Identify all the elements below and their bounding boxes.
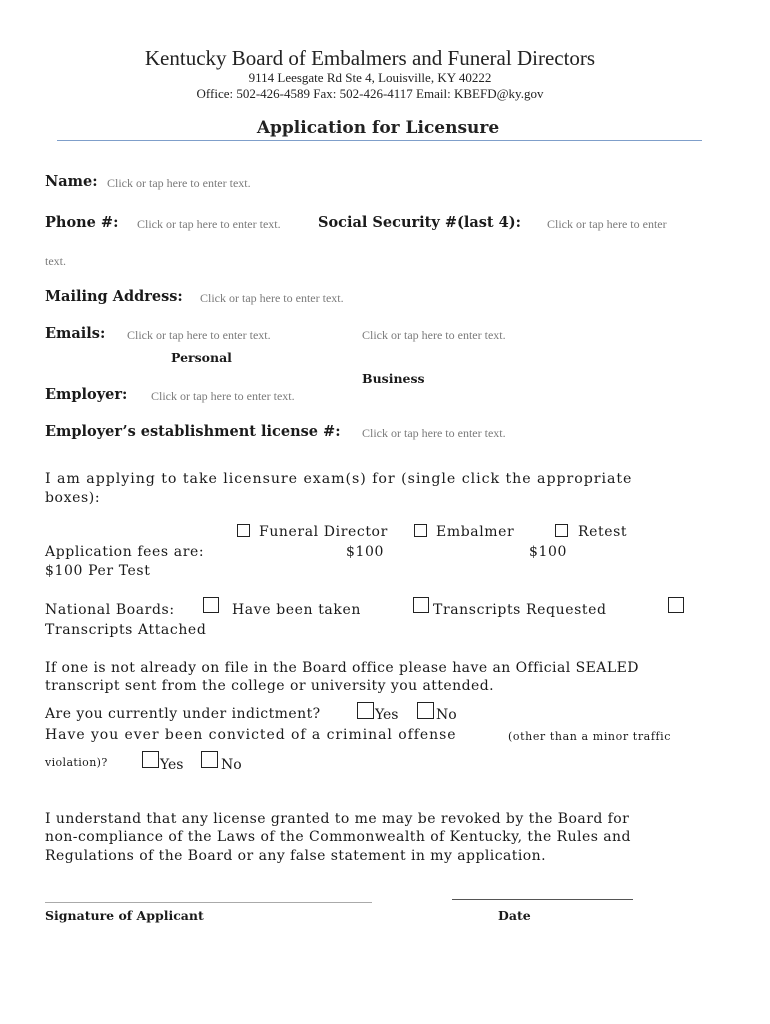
transcripts-attached-checkbox[interactable]: [668, 597, 684, 613]
personal-caption: Personal: [171, 350, 232, 365]
acknowledgement-line1: I understand that any license granted to me may be revoked by the Board for: [45, 811, 630, 827]
exam-intro-line1: I am applying to take licensure exam(s) for (single click the appropriate: [45, 471, 633, 487]
retest-fee: $100: [529, 544, 568, 560]
board-address: 9114 Leesgate Rd Ste 4, Louisville, KY 40222: [248, 70, 492, 85]
funeral-director-label: Funeral Director: [259, 524, 388, 540]
business-email-input[interactable]: Click or tap here to enter text.: [362, 328, 506, 342]
transcript-note-line2: transcript sent from the college or university you attended.: [45, 678, 495, 694]
boards-taken-checkbox[interactable]: [203, 597, 219, 613]
name-label: Name:: [45, 173, 98, 190]
employer-input[interactable]: Click or tap here to enter text.: [151, 389, 295, 403]
establishment-license-label: Employer’s establishment license #:: [45, 423, 341, 440]
phone-input[interactable]: Click or tap here to enter text.: [137, 217, 281, 231]
funeral-director-checkbox[interactable]: [237, 524, 250, 537]
conviction-question: Have you ever been convicted of a criminal offense: [45, 727, 457, 743]
title-rule: [57, 140, 702, 141]
conviction-no-label: No: [221, 757, 242, 773]
conviction-note: (other than a minor traffic: [508, 730, 672, 743]
signature-line[interactable]: [45, 902, 372, 903]
indictment-no-checkbox[interactable]: [417, 702, 434, 719]
indictment-question: Are you currently under indictment?: [45, 706, 321, 722]
acknowledgement-line3: Regulations of the Board or any false statement in my application.: [45, 848, 547, 864]
boards-taken-label: Have been taken: [232, 602, 361, 618]
transcript-note-line1: If one is not already on file in the Board office please have an Official SEALED: [45, 660, 639, 676]
business-caption: Business: [362, 371, 425, 386]
national-boards-label: National Boards:: [45, 602, 175, 618]
ssn-input[interactable]: Click or tap here to enter: [547, 217, 667, 231]
date-label: Date: [498, 908, 531, 923]
ssn-label: Social Security #(last 4):: [318, 214, 521, 231]
fees-label: Application fees are:: [45, 544, 205, 560]
employer-label: Employer:: [45, 386, 128, 403]
signature-label: Signature of Applicant: [45, 908, 204, 923]
funeral-director-fee: $100: [346, 544, 385, 560]
emails-label: Emails:: [45, 325, 106, 342]
embalmer-label: Embalmer: [436, 524, 515, 540]
conviction-no-checkbox[interactable]: [201, 751, 218, 768]
board-contact: Office: 502-426-4589 Fax: 502-426-4117 Email: KBEFD@ky.gov: [196, 86, 544, 101]
conviction-yes-label: Yes: [160, 757, 184, 773]
conviction-yes-checkbox[interactable]: [142, 751, 159, 768]
acknowledgement-line2: non-compliance of the Laws of the Commonwealth of Kentucky, the Rules and: [45, 829, 631, 845]
board-title: Kentucky Board of Embalmers and Funeral Directors: [144, 46, 596, 70]
retest-label: Retest: [578, 524, 628, 540]
transcripts-requested-label: Transcripts Requested: [433, 602, 607, 618]
transcripts-requested-checkbox[interactable]: [413, 597, 429, 613]
date-line[interactable]: [452, 899, 633, 900]
name-input[interactable]: Click or tap here to enter text.: [107, 176, 251, 190]
phone-label: Phone #:: [45, 214, 119, 231]
mailing-address-input[interactable]: Click or tap here to enter text.: [200, 291, 344, 305]
transcripts-attached-label: Transcripts Attached: [45, 622, 207, 638]
per-test-fee: $100 Per Test: [45, 563, 151, 579]
retest-checkbox[interactable]: [555, 524, 568, 537]
form-title: Application for Licensure: [256, 118, 500, 138]
exam-intro-line2: boxes):: [45, 490, 101, 506]
establishment-license-input[interactable]: Click or tap here to enter text.: [362, 426, 506, 440]
personal-email-input[interactable]: Click or tap here to enter text.: [127, 328, 271, 342]
embalmer-checkbox[interactable]: [414, 524, 427, 537]
indictment-yes-checkbox[interactable]: [357, 702, 374, 719]
indictment-no-label: No: [436, 707, 457, 723]
mailing-address-label: Mailing Address:: [45, 288, 183, 305]
ssn-input-wrap[interactable]: text.: [45, 254, 66, 268]
indictment-yes-label: Yes: [375, 707, 399, 723]
conviction-note-wrap: violation)?: [45, 756, 108, 769]
